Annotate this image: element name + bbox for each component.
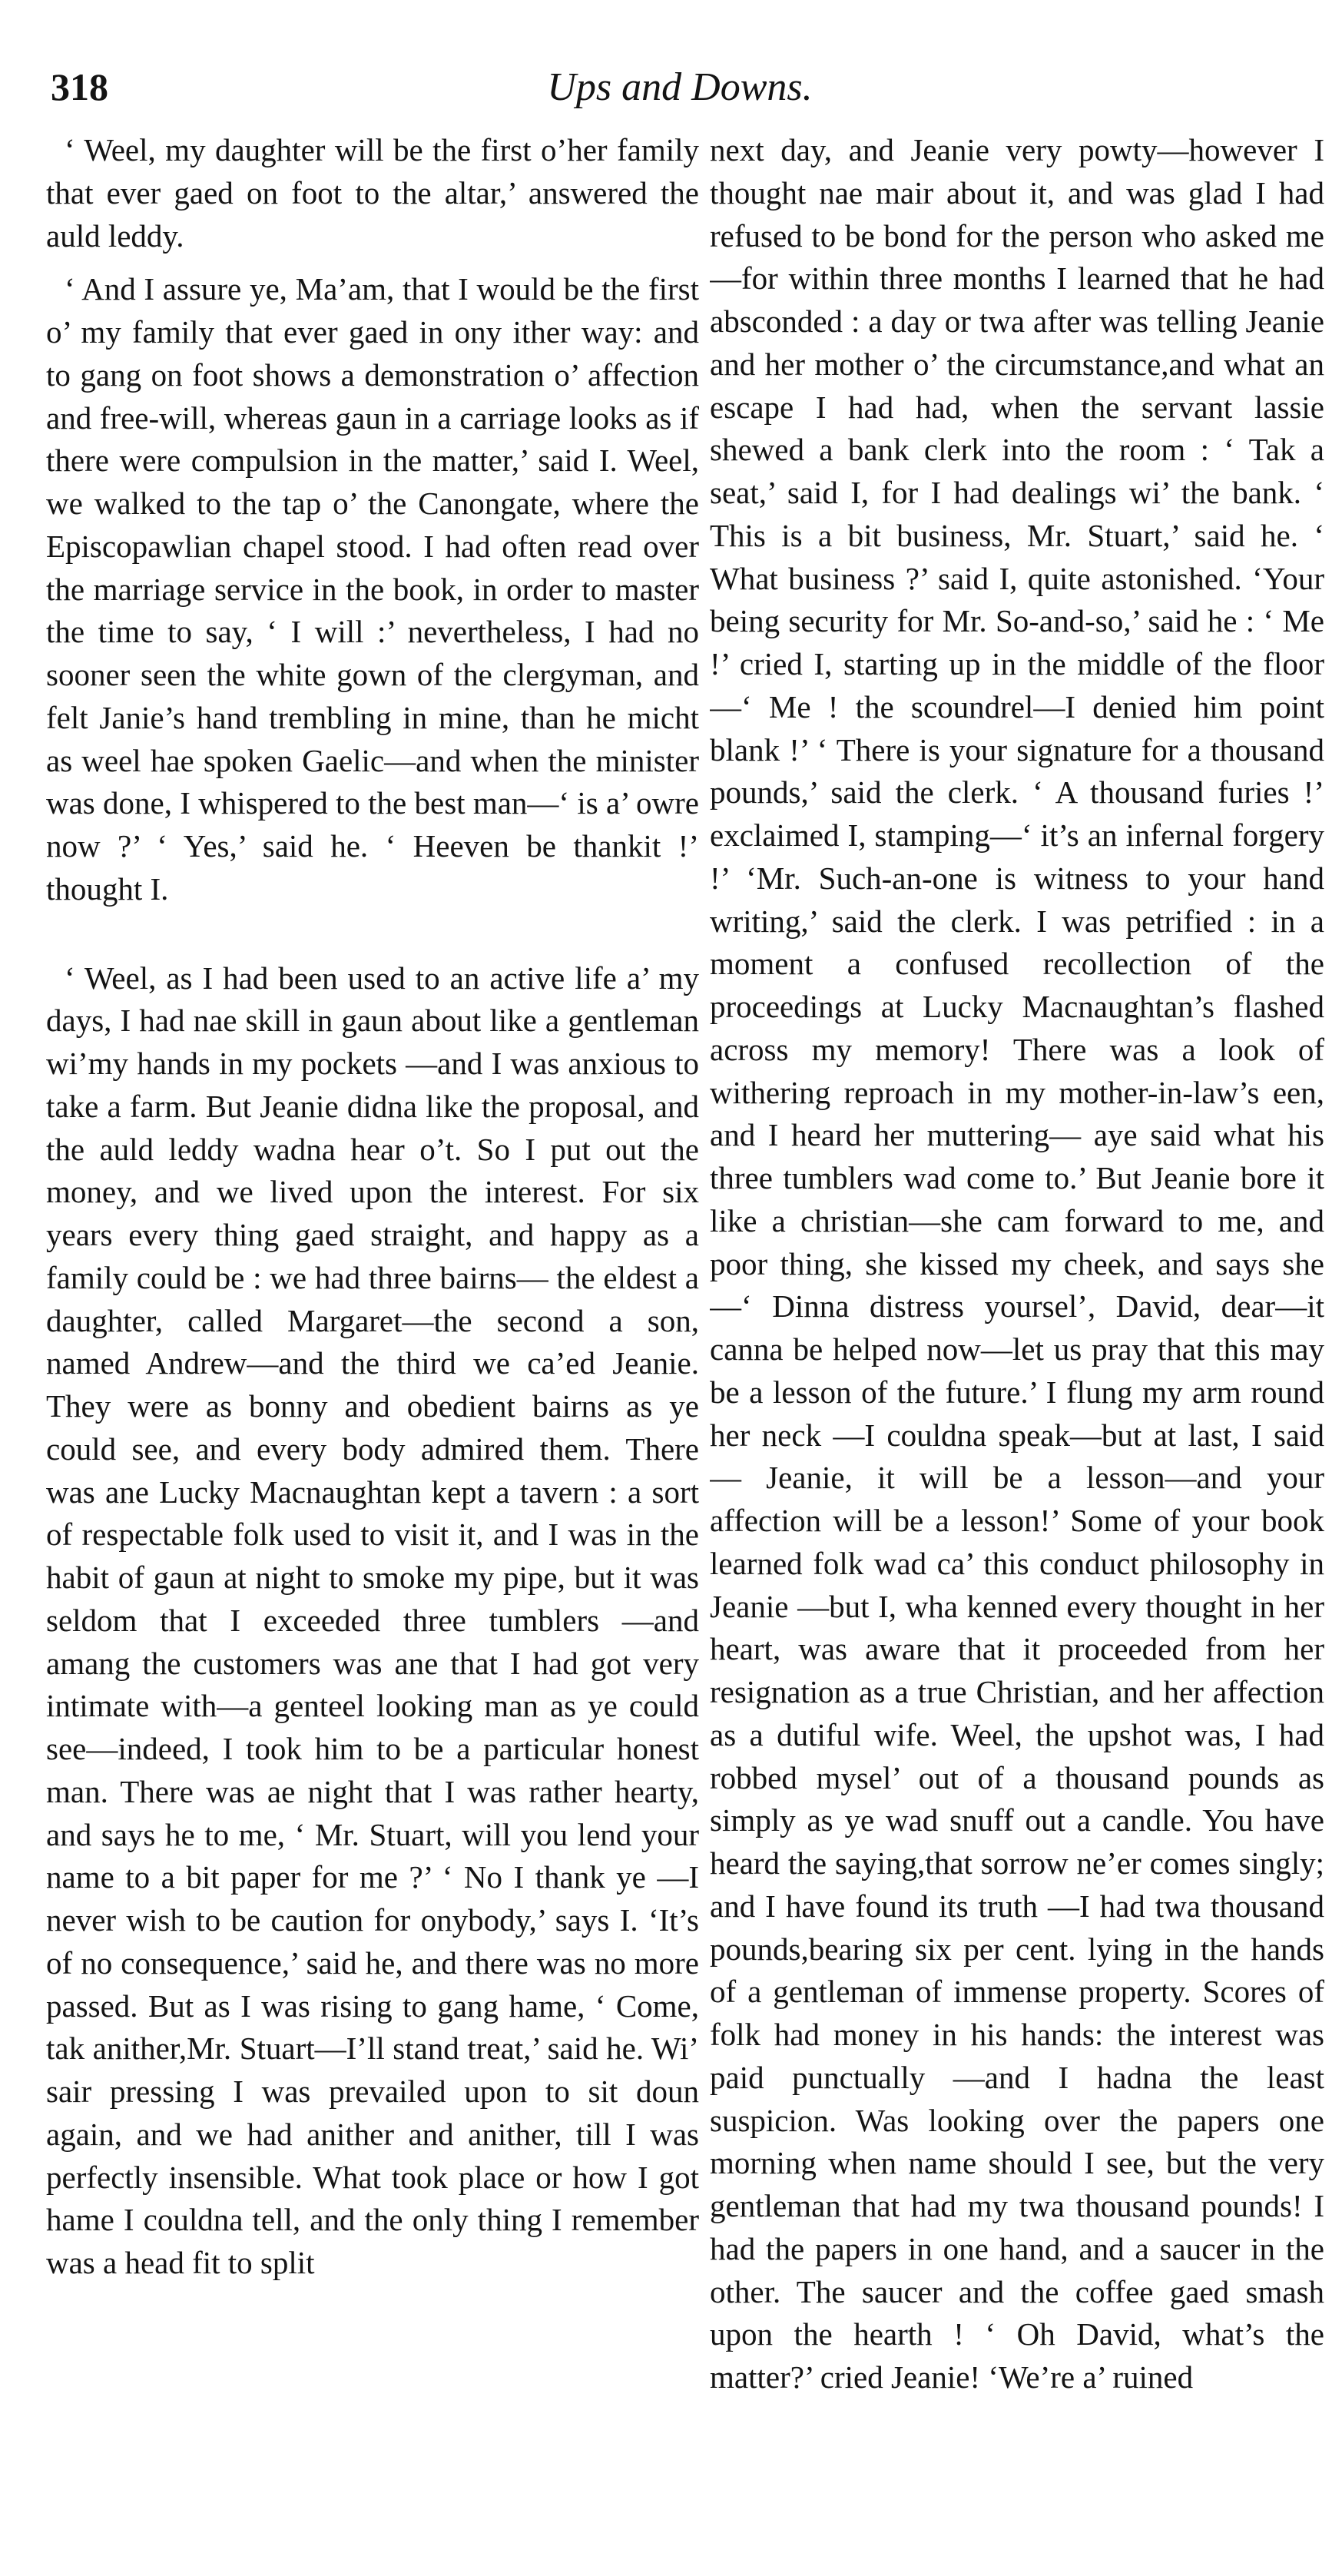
- page-header: [46, 60, 1314, 121]
- right-column: [710, 129, 1324, 2399]
- paragraph: next day, and Jeanie very powty—however I thought nae mair about it, and was glad I had refused to be bond for the person who asked me—for within three months I learned that he had absconded : a day or twa after was telling Jeanie and her mother o’ the circumstance,and what an escape I had had, when the servant lassie shewed a bank clerk into the room : ‘ Tak a seat,’ said I, for I had dealings wi’ the bank. ‘ This is a bit business, Mr. Stuart,’ said he. ‘ What business ?’ said I, quite astonished. ‘Your being security for Mr. So-and-so,’ said he : ‘ Me !’ cried I, starting up in the middle of the floor —‘ Me ! the scoundrel—I denied him point blank !’ ‘ There is your signature for a thousand pounds,’ said the clerk. ‘ A thousand furies !’ exclaimed I, stamping—‘ it’s an infernal forgery !’ ‘Mr. Such-an-one is witness to your hand writing,’ said the clerk. I was petrified : in a moment a confused recollection of the proceedings at Lucky Macnaughtan’s flashed across my memory! There was a look of withering reproach in my mother-in-law’s een, and I heard her muttering— aye said what his three tumblers wad come to.’ But Jeanie bore it like a christian—she cam forward to me, and poor thing, she kissed my cheek, and says she—‘ Dinna distress yoursel’, David, dear—it canna be helped now—let us pray that this may be a lesson of the future.’ I flung my arm round her neck —I couldna speak—but at last, I said— Jeanie, it will be a lesson—and your affection will be a lesson!’ Some of your book learned folk wad ca’ this conduct philosophy in Jeanie —but I, wha kenned every thought in her heart, was aware that it proceeded from her resignation as a true Christian, and her affection as a dutiful wife. Weel, the upshot was, I had robbed mysel’ out of a thousand pounds as simply as ye wad snuff out a candle. You have heard the saying,that sorrow ne’er comes singly; and I have found its truth —I had twa thousand pounds,bearing six per cent. lying in the hands of a gentleman of immense property. Scores of folk had money in his hands: the interest was paid punctually —and I hadna the least suspicion. Was looking over the papers one morning when name should I see, but the very gentleman that had my twa thousand pounds! I had the papers in one hand, and a saucer in the other. The saucer and the coffee gaed smash upon the hearth ! ‘ Oh David, what’s the matter?’ cried Jeanie! ‘We’re a’ ruined: [710, 132, 1324, 2395]
- paragraph: ‘ Weel, my daughter will be the first o’her family that ever gaed on foot to the altar,’ answered the auld leddy.: [46, 132, 699, 254]
- paragraph: ‘ Weel, as I had been used to an active life a’ my days, I had nae skill in gaun about like a gentleman wi’my hands in my pockets —and I was anxious to take a farm. But Jeanie didna like the proposal, and the auld leddy wadna hear o’t. So I put out the money, and we lived upon the interest. For six years every thing gaed straight, and happy as a family could be : we had three bairns— the eldest a daughter, called Margaret—the second a son, named Andrew—and the third we ca’ed Jeanie. They were as bonny and obedient bairns as ye could see, and every body admired them. There was ane Lucky Macnaughtan kept a tavern : a sort of respectable folk used to visit it, and I was in the habit of gaun at night to smoke my pipe, but it was seldom that I exceeded three tumblers —and amang the customers was ane that I had got very intimate with—a genteel looking man as ye could see—indeed, I took him to be a particular honest man. There was ae night that I was rather hearty, and says he to me, ‘ Mr. Stuart, will you lend your name to a bit paper for me ?’ ‘ No I thank ye —I never wish to be caution for onybody,’ says I. ‘It’s of no consequence,’ said he, and there was no more passed. But as I was rising to gang hame, ‘ Come, tak anither,Mr. Stuart—I’ll stand treat,’ said he. Wi’ sair pressing I was prevailed upon to sit doun again, and we had anither and anither, till I was perfectly insensible. What took place or how I got hame I couldna tell, and the only thing I remember was a head fit to split: [46, 960, 699, 2280]
- running-title: Ups and Downs.: [547, 65, 813, 109]
- paragraph: ‘ And I assure ye, Ma’am, that I would be the first o’ my family that ever gaed in ony ither way: and to gang on foot shows a demonstration o’ affection and free-will, whereas gaun in a carriage looks as if there were compulsion in the matter,’ said I. Weel, we walked to the tap o’ the Canongate, where the Episcopawlian chapel stood. I had often read over the marriage service in the book, in order to master the time to say, ‘ I will :’ nevertheless, I had no sooner seen the white gown of the clergyman, and felt Janie’s hand trembling in mine, than he micht as weel hae spoken Gaelic—and when the minister was done, I whispered to the best man—‘ is a’ owre now ?’ ‘ Yes,’ said he. ‘ Heeven be thankit !’ thought I.: [46, 271, 699, 907]
- left-column: [46, 129, 699, 2285]
- page-number: 318: [51, 65, 108, 108]
